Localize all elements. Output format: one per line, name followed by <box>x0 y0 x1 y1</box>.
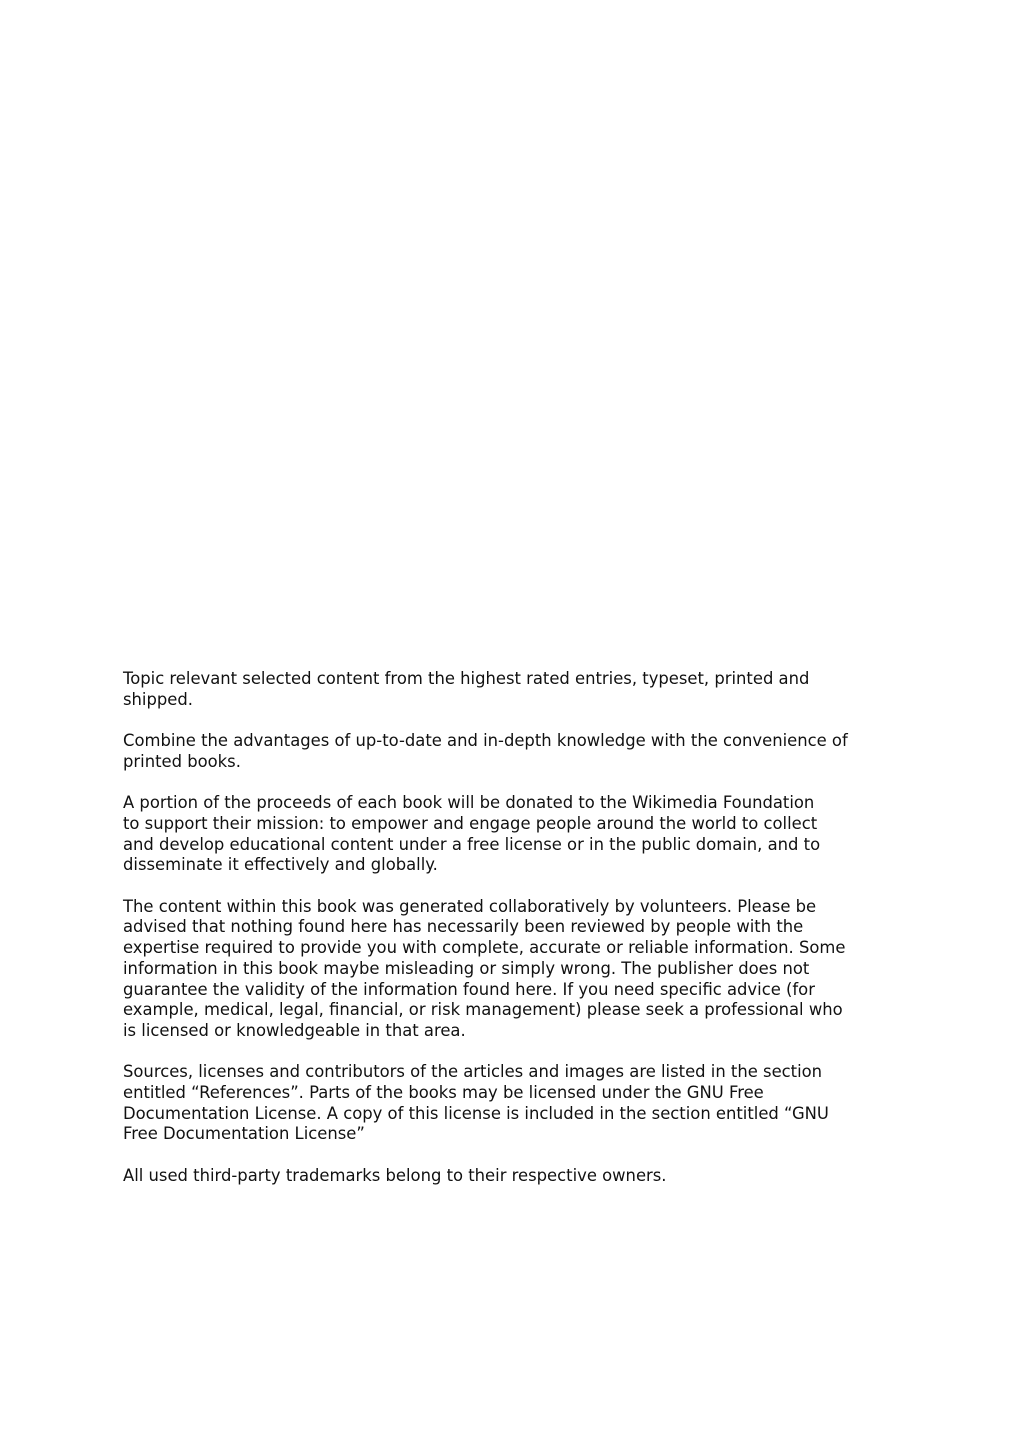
paragraph-wikimedia-donation: A portion of the proceeds of each book will be donated to the Wikimedia Foundation to support their mission: to empower and engage people around the world to collect and develop educational content under a free license or in the public domain, and to disseminate it effectively and globally. <box>123 793 821 875</box>
paragraph-trademarks: All used third-party trademarks belong to their respective owners. <box>123 1165 667 1185</box>
paragraph-advantages: Combine the advantages of up-to-date and in-depth knowledge with the convenience of printed books. <box>123 731 848 771</box>
paragraph-sources-licenses: Sources, licenses and contributors of the articles and images are listed in the section entitled “References”. Parts of the books may be licensed under the GNU Free Documentation License. A copy of this license is included in the section entitled “GNU Free Documentation License” <box>123 1062 829 1144</box>
publisher-notice <box>123 669 898 1187</box>
paragraph-selected-content: Topic relevant selected content from the highest rated entries, typeset, printed and shipped. <box>123 669 810 709</box>
paragraph-disclaimer: The content within this book was generated collaboratively by volunteers. Please be advised that nothing found here has necessarily been reviewed by people with the expertise required to provide you with complete, accurate or reliable information. Some information in this book maybe misleading or simply wrong. The publisher does not guarantee the validity of the information found here. If you need specific advice (for example, medical, legal, financial, or risk management) please seek a professional who is licensed or knowledgeable in that area. <box>123 896 846 1040</box>
